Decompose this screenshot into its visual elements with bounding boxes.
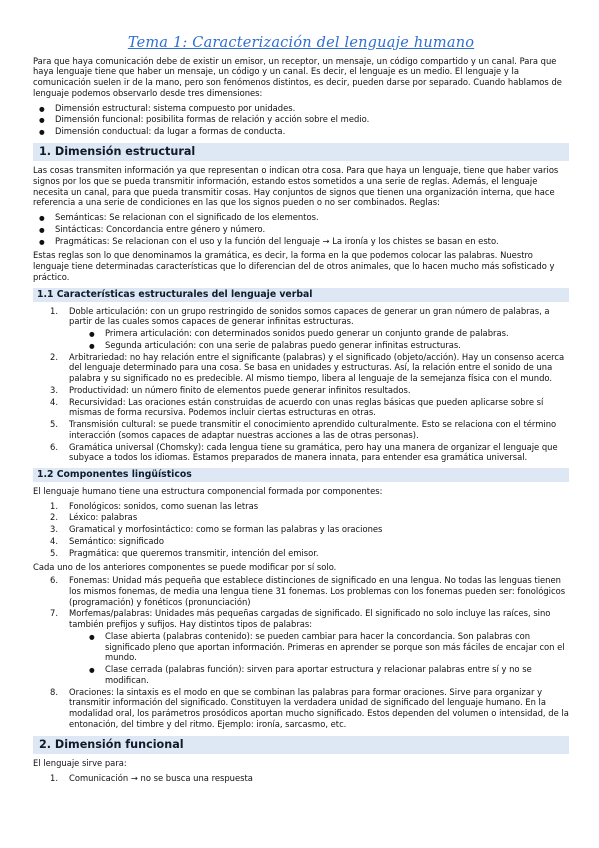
item-number: 6. (50, 441, 58, 452)
item-number: 2. (50, 351, 58, 362)
item-number: 1. (50, 305, 58, 316)
functions-list (33, 773, 569, 784)
feature-item (50, 351, 569, 384)
item-text: Gramática universal (Chomsky): cada lengua tiene su gramática, pero hay una manera de organizar el lenguaje que subyace a todos los idiomas. Estamos preparados de manera innata, para entender esa gramática universal. (69, 441, 558, 463)
document-title: Tema 1: Caracterización del lenguaje humano (127, 35, 475, 51)
item-text: Semántico: significado (69, 535, 164, 546)
item-number: 1. (50, 772, 58, 783)
item-number: 2. (50, 512, 58, 523)
function-item (50, 772, 569, 784)
component-item (50, 524, 569, 535)
features-list (33, 306, 569, 464)
item-text: Oraciones: la sintaxis es el modo en que se combinan las palabras para formar oraciones. Sirve para organizar y transmitir información del significado. Constituyen la verdadera unidad de significado del lenguaje humano. En la modalidad oral, los parámetros prosódicos aportan mucho significado. Estos dependen del volumen o intensidad, de la entonación, del timbre y del ritmo. Ejemplo: ironía, sarcasmo, etc. (69, 686, 569, 729)
item-text: Recursividad: Las oraciones están construidas de acuerdo con unas reglas básicas que pueden aplicarse sobre sí mismas de forma recursiva. Podemos incluir ciertas estructuras en otras. (69, 396, 544, 418)
feature-item (50, 396, 569, 419)
item-number: 4. (50, 396, 58, 407)
item-text: Morfemas/palabras: Unidades más pequeñas cargadas de significado. El significado no solo incluye las raíces, sino también prefijos y sufijos. Hay distintos tipos de palabras: (69, 608, 551, 630)
subsection-heading-componentes: 1.2 Componentes lingüísticos (33, 468, 569, 482)
item-text: Fonemas: Unidad más pequeña que establece distinciones de significado en una lengua. No todas las lenguas tienen los mismos fonemas, de media una lengua tiene 31 fonemas. Los problemas con los fonemas pueden ser: fonológicos (programación) y fonéticos (pronunciación) (69, 575, 566, 607)
item-number: 5. (50, 419, 58, 430)
section-heading-estructural: 1. Dimensión estructural (33, 143, 569, 161)
sub-list-item: ● Clase cerrada (palabras función): sirven para aportar estructura y relacionar palabras entre sí y no se modifican. (105, 664, 569, 686)
sub-list-item: ● Primera articulación: con determinados sonidos puedo generar un conjunto grande de palabras. (105, 328, 569, 339)
sub-list (69, 328, 569, 351)
item-number: 3. (50, 524, 58, 535)
item-number: 3. (50, 384, 58, 395)
grammar-paragraph: Estas reglas son lo que denominamos la gramática, es decir, la forma en la que podemos colocar las palabras. Nuestro lenguaje tiene determinadas características que lo diferencian del de otros animales, que lo hacen mucho más sofisticado y práctico. (33, 250, 555, 282)
components-note: Cada uno de los anteriores componentes se puede modificar por sí solo. (33, 562, 337, 573)
unit-item (50, 608, 569, 685)
sub-list (69, 631, 569, 686)
item-text: Transmisión cultural: se puede transmitir el conocimiento aprendido culturalmente. Esto se relaciona con el término interacción (somos capaces de adaptar nuestras acciones a las de otras personas). (69, 419, 557, 440)
dimension-item: ● Dimensión funcional: posibilita formas de relación y acción sobre el medio. (55, 114, 569, 125)
rule-item: ● Semánticas: Se relacionan con el significado de los elementos. (55, 212, 569, 223)
item-text: Fonológicos: sonidos, como suenan las letras (69, 500, 259, 511)
item-text: Gramatical y morfosintáctico: como se forman las palabras y las oraciones (69, 524, 383, 535)
rule-item: ● Pragmáticas: Se relacionan con el uso y la función del lenguaje → La ironía y los chistes se basan en esto. (55, 236, 569, 247)
estructural-paragraph: Las cosas transmiten información ya que representan o indican otra cosa. Para que haya un lenguaje, tiene que haber varios signos por los que se pueda transmitir información, estando estos sometidos a una serie de reglas. Además, el lenguaje necesita un canal, para que pueda transmitir cosas. Hay conjuntos de signos que tienen una organización interna, que hace referencia a una serie de condiciones en las que los signos pueden o no ser combinados. Reglas: (33, 165, 559, 208)
intro-paragraph: Para que haya comunicación debe de existir un emisor, un receptor, un mensaje, un código compartido y un canal. Para que haya lenguaje tiene que haber un mensaje, un código y un canal. Es decir, el lenguaje es un medio. El lenguaje y la comunicación suelen ir de la mano, pero son fenómenos distintos, es decir, pueden darse por separado. Cuando hablamos de lenguaje podemos observarlo desde tres dimensiones: (33, 55, 562, 98)
feature-item (50, 441, 569, 464)
feature-item (50, 384, 569, 396)
unit-item (50, 686, 569, 730)
dimensions-list (33, 103, 569, 137)
rules-list (33, 212, 569, 246)
item-text: Pragmática: que queremos transmitir, intención del emisor. (69, 547, 319, 558)
components-intro: El lenguaje humano tiene una estructura componencial formada por componentes: (33, 485, 383, 496)
dimension-item: ● Dimensión estructural: sistema compuesto por unidades. (55, 103, 569, 114)
funcional-intro: El lenguaje sirve para: (33, 757, 127, 768)
feature-item (50, 305, 569, 351)
item-number: 8. (50, 686, 58, 697)
sub-list-item: ● Clase abierta (palabras contenido): se pueden cambiar para hacer la concordancia. Son palabras con significado pleno que aportan información. Primeras en aprender se porque son más fáciles de encajar con el mundo. (105, 631, 569, 663)
item-number: 1. (50, 500, 58, 511)
subsection-heading-caracteristicas: 1.1 Características estructurales del lenguaje verbal (33, 288, 569, 302)
component-item (50, 547, 569, 559)
section-heading-funcional: 2. Dimensión funcional (33, 736, 569, 754)
dimension-item: ● Dimensión conductual: da lugar a formas de conducta. (55, 126, 569, 137)
sub-list-item: ● Segunda articulación: con una serie de palabras puedo generar infinitas estructuras. (105, 340, 569, 351)
item-text: Doble articulación: con un grupo restringido de sonidos somos capaces de generar un gran número de palabras, a partir de las cuales somos capaces de generar infinitas estructuras. (69, 305, 550, 327)
component-item (50, 535, 569, 547)
item-text: Comunicación → no se busca una respuesta (69, 772, 253, 783)
item-number: 6. (50, 575, 58, 586)
rule-item: ● Sintácticas: Concordancia entre género y número. (55, 224, 569, 235)
item-number: 7. (50, 608, 58, 619)
component-item (50, 512, 569, 523)
unit-item (50, 575, 569, 607)
item-text: Léxico: palabras (69, 512, 138, 523)
item-text: Arbitrariedad: no hay relación entre el significante (palabras) y el significado (objeto/acción). Hay un consenso acerca del lenguaje determinado para una cosa. Se basa en unidades y estructuras. Así, la relación entre el sonido de una palabra y su significado no es predecible. Al mismo tiempo, libera al lenguaje de la semejanza física con el mundo. (69, 351, 565, 384)
item-number: 4. (50, 535, 58, 546)
components-list (33, 501, 569, 559)
item-text: Productividad: un número finito de elementos puede generar infinitos resultados. (69, 384, 411, 395)
feature-item (50, 419, 569, 441)
units-list (33, 575, 569, 730)
component-item (50, 500, 569, 512)
item-number: 5. (50, 547, 58, 558)
